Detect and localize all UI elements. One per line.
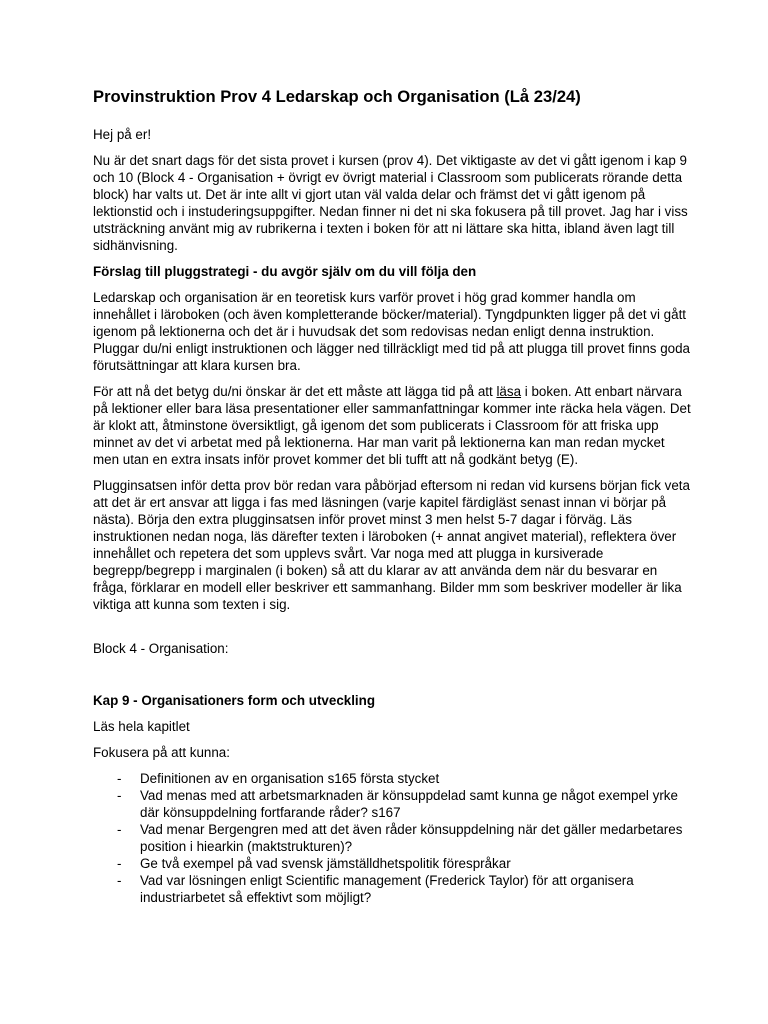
list-item-text: Vad menas med att arbetsmarknaden är könsuppdelad samt kunna ge något exempel yrke där könsuppdelning fortfarande råder? s167 [140, 788, 678, 820]
focus-list [93, 770, 693, 906]
list-item-text: Definitionen av en organisation s165 första stycket [140, 771, 440, 786]
strategy-paragraph-1: Ledarskap och organisation är en teoretisk kurs varför provet i hög grad kommer handla om innehållet i läroboken (och även kompletterande böcker/material). Tyngdpunkten ligger på det vi gått igenom på lektionerna och det är i huvudsak det som redovisas nedan enligt denna instruktion. Pluggar du/ni enligt instruktionen och lägger ned tillräckligt med tid på att plugga till provet finns goda förutsättningar att klara kursen bra. [93, 290, 690, 373]
strategy-paragraph-2 [93, 383, 693, 468]
block-heading: Block 4 - Organisation: [93, 641, 229, 656]
dash-marker: - [117, 856, 122, 871]
list-item [93, 821, 693, 855]
dash-marker: - [117, 788, 122, 803]
focus-label: Fokusera på att kunna: [93, 745, 230, 760]
document-body [93, 86, 693, 906]
strategy-heading: Förslag till pluggstrategi - du avgör själv om du vill följa den [93, 264, 477, 279]
read-instruction: Läs hela kapitlet [93, 719, 190, 734]
strategy-paragraph-2-end: i boken. Att enbart närvara på lektioner eller bara läsa presentationer eller sammanfattningar kommer inte räcka hela vägen. Det är klokt att, åtminstone översiktligt, gå igenom det som publicerats i Classroom för att friska upp minnet av det vi arbetat med på lektionerna. Har man varit på lektionerna kan man redan mycket men utan en extra insats inför provet kommer det bli tufft att nå godkänt betyg (E). [93, 384, 691, 467]
list-item-text: Ge två exempel på vad svensk jämställdhetspolitik förespråkar [140, 856, 511, 871]
dash-marker: - [117, 771, 122, 786]
document-title: Provinstruktion Prov 4 Ledarskap och Organisation (Lå 23/24) [93, 87, 581, 106]
list-item [93, 770, 693, 787]
intro-paragraph: Nu är det snart dags för det sista provet i kursen (prov 4). Det viktigaste av det vi gått igenom i kap 9 och 10 (Block 4 - Organisation + övrigt ev övrigt material i Classroom som publicerats rörande detta block) har valts ut. Det är inte allt vi gjort utan väl valda delar och främst det vi gått igenom på lektionstid och i instuderingsuppgifter. Nedan finner ni det ni ska fokusera på till provet. Jag har i viss utsträckning använt mig av rubrikerna i texten i boken för att ni lättare ska hitta, ibland även lagt till sidhänvisning. [93, 153, 688, 253]
list-item-text: Vad var lösningen enligt Scientific management (Frederick Taylor) för att organisera industriarbetet så effektivt som möjligt? [140, 873, 634, 905]
list-item [93, 872, 693, 906]
list-item-text: Vad menar Bergengren med att det även råder könsuppdelning när det gäller medarbetares position i hiearkin (maktstrukturen)? [140, 822, 683, 854]
dash-marker: - [117, 822, 122, 837]
strategy-paragraph-2-start: För att nå det betyg du/ni önskar är det ett måste att lägga tid på att [93, 384, 497, 399]
underlined-word: läsa [496, 384, 522, 399]
dash-marker: - [117, 873, 122, 888]
list-item [93, 787, 693, 821]
strategy-paragraph-3: Plugginsatsen inför detta prov bör redan vara påbörjad eftersom ni redan vid kursens början fick veta att det är ert ansvar att ligga i fas med läsningen (varje kapitel färdigläst senast innan vi börjar på nästa). Börja den extra plugginsatsen inför provet minst 3 men helst 5-7 dagar i förväg. Läs instruktionen nedan noga, läs därefter texten i läroboken (+ annat angivet material), reflektera över innehållet och repetera det som upplevs svårt. Var noga med att plugga in kursiverade begrepp/begrepp i marginalen (i boken) så att du klarar av att använda dem när du besvarar en fråga, förklarar en modell eller beskriver ett sammanhang. Bilder mm som beskriver modeller är lika viktiga att kunna som texten i sig. [93, 478, 690, 612]
list-item [93, 855, 693, 872]
chapter-heading: Kap 9 - Organisationers form och utveckling [93, 693, 376, 708]
greeting: Hej på er! [93, 127, 152, 142]
